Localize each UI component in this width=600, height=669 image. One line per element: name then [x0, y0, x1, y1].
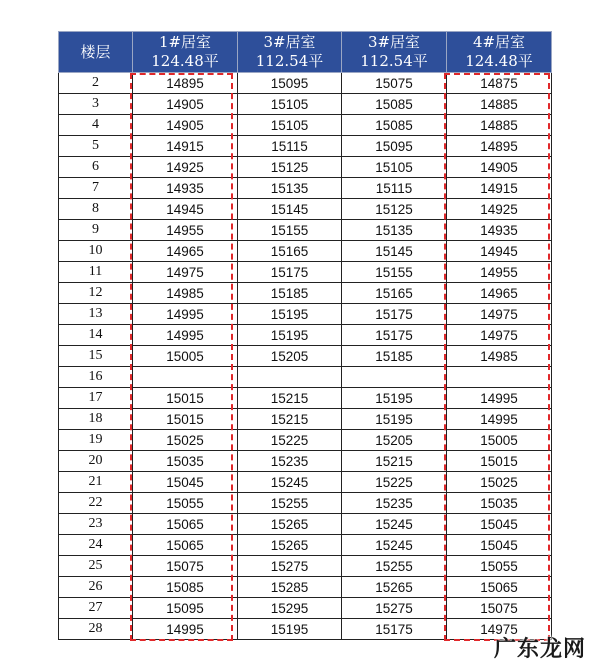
price-cell: 15135	[342, 220, 447, 241]
floor-cell: 17	[59, 388, 133, 409]
price-cell: 14915	[133, 136, 238, 157]
price-cell	[133, 367, 238, 388]
floor-cell: 19	[59, 430, 133, 451]
price-cell: 14975	[447, 304, 552, 325]
table-row	[59, 472, 552, 493]
price-cell: 14975	[133, 262, 238, 283]
price-cell: 15005	[133, 346, 238, 367]
price-cell: 14935	[133, 178, 238, 199]
price-cell: 15045	[133, 472, 238, 493]
price-cell: 15225	[342, 472, 447, 493]
floor-cell: 7	[59, 178, 133, 199]
table-row	[59, 325, 552, 346]
table-row	[59, 115, 552, 136]
floor-cell: 10	[59, 241, 133, 262]
price-cell: 14995	[447, 409, 552, 430]
table-row	[59, 409, 552, 430]
price-cell: 14945	[133, 199, 238, 220]
price-cell: 15015	[133, 409, 238, 430]
floor-cell: 24	[59, 535, 133, 556]
price-cell: 15075	[447, 598, 552, 619]
table-row	[59, 451, 552, 472]
price-cell: 14985	[447, 346, 552, 367]
floor-cell: 12	[59, 283, 133, 304]
price-cell: 14895	[447, 136, 552, 157]
price-cell: 14925	[447, 199, 552, 220]
price-cell: 15165	[342, 283, 447, 304]
header-unit-4: 4#居室 124.48平	[447, 32, 552, 73]
floor-cell: 2	[59, 73, 133, 94]
price-cell: 15035	[447, 493, 552, 514]
floor-cell: 22	[59, 493, 133, 514]
header-unit-3b: 3#居室 112.54平	[342, 32, 447, 73]
price-cell: 15225	[238, 430, 342, 451]
floor-cell: 11	[59, 262, 133, 283]
price-cell: 15195	[342, 409, 447, 430]
price-cell: 14985	[133, 283, 238, 304]
floor-cell: 26	[59, 577, 133, 598]
floor-cell: 5	[59, 136, 133, 157]
price-cell: 14975	[447, 325, 552, 346]
price-cell: 15045	[447, 514, 552, 535]
price-table	[58, 31, 552, 640]
table-row	[59, 157, 552, 178]
table-row	[59, 304, 552, 325]
price-cell: 15195	[342, 388, 447, 409]
price-cell: 15285	[238, 577, 342, 598]
price-cell: 15095	[342, 136, 447, 157]
price-cell: 15245	[342, 535, 447, 556]
price-cell: 14975	[447, 619, 552, 640]
table-row	[59, 619, 552, 640]
price-cell: 14925	[133, 157, 238, 178]
price-cell: 15175	[342, 325, 447, 346]
table-row	[59, 493, 552, 514]
price-cell: 15045	[447, 535, 552, 556]
price-cell: 14915	[447, 178, 552, 199]
price-cell: 15115	[238, 136, 342, 157]
price-cell: 15205	[342, 430, 447, 451]
floor-cell: 14	[59, 325, 133, 346]
table-row	[59, 241, 552, 262]
price-cell: 15055	[133, 493, 238, 514]
price-cell: 15265	[238, 514, 342, 535]
price-cell: 14895	[133, 73, 238, 94]
floor-cell: 16	[59, 367, 133, 388]
price-cell: 14965	[447, 283, 552, 304]
price-cell: 15105	[238, 94, 342, 115]
floor-cell: 25	[59, 556, 133, 577]
price-cell: 14995	[133, 304, 238, 325]
price-cell: 15295	[238, 598, 342, 619]
floor-cell: 8	[59, 199, 133, 220]
price-cell: 15245	[238, 472, 342, 493]
floor-cell: 28	[59, 619, 133, 640]
price-cell	[447, 367, 552, 388]
price-cell: 15265	[342, 577, 447, 598]
price-cell: 15165	[238, 241, 342, 262]
price-cell: 15015	[447, 451, 552, 472]
table-row	[59, 262, 552, 283]
table-row	[59, 535, 552, 556]
floor-cell: 27	[59, 598, 133, 619]
price-cell: 15235	[342, 493, 447, 514]
price-cell: 14955	[133, 220, 238, 241]
price-cell: 15135	[238, 178, 342, 199]
price-cell: 15175	[342, 619, 447, 640]
price-cell: 15255	[238, 493, 342, 514]
table-row	[59, 199, 552, 220]
price-cell: 15195	[238, 304, 342, 325]
table-row	[59, 388, 552, 409]
table-row	[59, 73, 552, 94]
floor-cell: 9	[59, 220, 133, 241]
price-cell: 14905	[133, 94, 238, 115]
floor-cell: 6	[59, 157, 133, 178]
price-cell: 15035	[133, 451, 238, 472]
table-row	[59, 94, 552, 115]
price-cell	[342, 367, 447, 388]
price-cell: 15055	[447, 556, 552, 577]
floor-cell: 4	[59, 115, 133, 136]
price-cell: 15105	[342, 157, 447, 178]
floor-cell: 3	[59, 94, 133, 115]
price-cell: 15205	[238, 346, 342, 367]
price-cell: 14885	[447, 115, 552, 136]
price-cell: 15105	[238, 115, 342, 136]
price-cell: 14995	[133, 325, 238, 346]
price-cell: 15095	[133, 598, 238, 619]
price-cell: 15085	[342, 94, 447, 115]
price-cell: 14875	[447, 73, 552, 94]
header-unit-3a: 3#居室 112.54平	[238, 32, 342, 73]
price-cell: 15095	[238, 73, 342, 94]
price-cell: 15185	[342, 346, 447, 367]
table-row	[59, 367, 552, 388]
price-table-container	[58, 31, 551, 640]
table-row	[59, 598, 552, 619]
price-cell: 14995	[447, 388, 552, 409]
price-cell: 15185	[238, 283, 342, 304]
price-cell: 15215	[238, 388, 342, 409]
price-cell: 15195	[238, 619, 342, 640]
watermark: 广东龙网	[493, 637, 586, 662]
price-cell: 15275	[342, 598, 447, 619]
price-cell: 15015	[133, 388, 238, 409]
price-cell: 14965	[133, 241, 238, 262]
floor-cell: 20	[59, 451, 133, 472]
table-row	[59, 220, 552, 241]
price-cell: 15025	[133, 430, 238, 451]
price-cell: 15025	[447, 472, 552, 493]
table-row	[59, 136, 552, 157]
price-cell: 15125	[238, 157, 342, 178]
price-cell: 15245	[342, 514, 447, 535]
price-cell: 15175	[342, 304, 447, 325]
header-floor: 楼层	[59, 32, 133, 73]
floor-cell: 15	[59, 346, 133, 367]
price-cell: 14905	[447, 157, 552, 178]
table-row	[59, 283, 552, 304]
table-row	[59, 556, 552, 577]
price-cell: 14945	[447, 241, 552, 262]
table-row	[59, 346, 552, 367]
price-cell: 15145	[238, 199, 342, 220]
price-cell: 15175	[238, 262, 342, 283]
price-cell: 14955	[447, 262, 552, 283]
price-cell: 15255	[342, 556, 447, 577]
price-cell: 15155	[342, 262, 447, 283]
price-cell: 14885	[447, 94, 552, 115]
header-unit-1: 1#居室 124.48平	[133, 32, 238, 73]
price-cell: 14995	[133, 619, 238, 640]
price-cell: 15215	[238, 409, 342, 430]
floor-cell: 13	[59, 304, 133, 325]
price-cell: 15115	[342, 178, 447, 199]
price-cell: 15075	[133, 556, 238, 577]
price-cell: 15005	[447, 430, 552, 451]
price-cell: 14905	[133, 115, 238, 136]
table-row	[59, 514, 552, 535]
price-cell: 15065	[133, 535, 238, 556]
price-cell: 15215	[342, 451, 447, 472]
price-cell: 15145	[342, 241, 447, 262]
price-cell: 15075	[342, 73, 447, 94]
table-row	[59, 430, 552, 451]
price-cell: 14935	[447, 220, 552, 241]
price-cell: 15065	[447, 577, 552, 598]
price-cell: 15195	[238, 325, 342, 346]
price-cell: 15125	[342, 199, 447, 220]
floor-cell: 21	[59, 472, 133, 493]
floor-cell: 18	[59, 409, 133, 430]
header-row	[59, 32, 552, 73]
price-cell: 15065	[133, 514, 238, 535]
table-row	[59, 577, 552, 598]
price-cell: 15235	[238, 451, 342, 472]
price-cell	[238, 367, 342, 388]
table-row	[59, 178, 552, 199]
price-cell: 15085	[342, 115, 447, 136]
price-cell: 15265	[238, 535, 342, 556]
price-cell: 15155	[238, 220, 342, 241]
price-cell: 15275	[238, 556, 342, 577]
floor-cell: 23	[59, 514, 133, 535]
price-cell: 15085	[133, 577, 238, 598]
